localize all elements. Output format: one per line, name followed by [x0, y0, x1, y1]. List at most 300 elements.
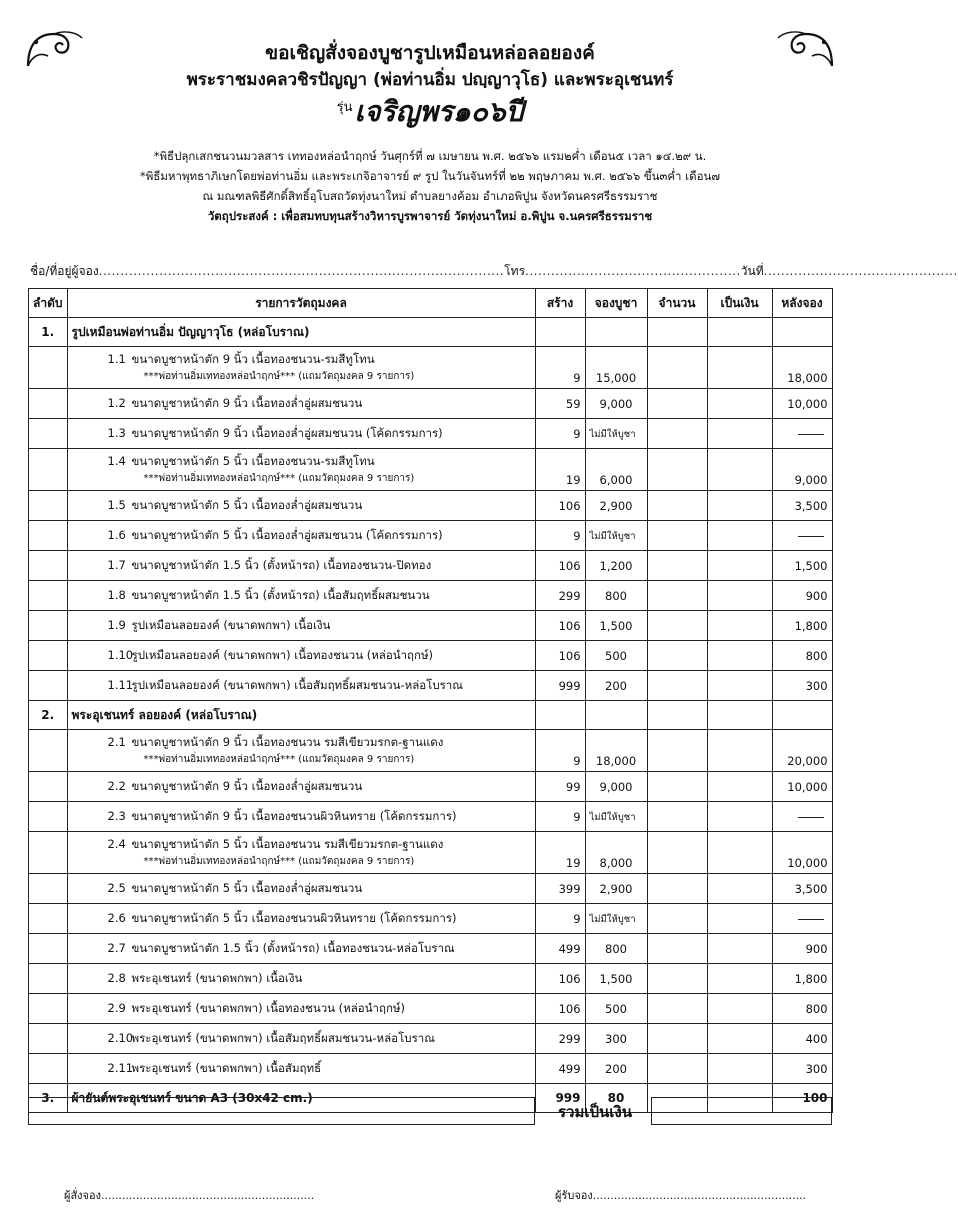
item-name: พระอุเชนทร์ (ขนาดพกพา) เนื้อสัมฤทธิ์: [131, 1060, 322, 1075]
after-price: 300: [772, 671, 832, 701]
made-count: 106: [535, 964, 585, 994]
quantity-cell[interactable]: [647, 802, 707, 832]
row-number-cell: [29, 521, 68, 551]
booking-price: 200: [585, 1054, 647, 1084]
dash-mark: [798, 817, 824, 818]
item-description: [67, 521, 535, 551]
after-price: 800: [772, 994, 832, 1024]
quantity-cell[interactable]: [647, 347, 707, 389]
item-description: [67, 832, 535, 874]
item-number: 1.3: [107, 425, 126, 440]
amount-cell[interactable]: [707, 318, 772, 347]
item-line-2: ***พ่อท่านอิ่มเททองหล่อนำฤกษ์*** (แถมวัตถุมงคล 9 รายการ): [143, 754, 415, 765]
item-description: [67, 671, 535, 701]
ceremony-info-2: *พิธีมหาพุทธาภิเษกโดยพ่อท่านอิ่ม และพระเกจิอาจารย์ ๙ รูป ในวันจันทร์ที่ ๒๒ พฤษภาคม พ.ศ. ๒๕๖๖ ขึ้น๓ค่ำ เดือน๗: [139, 169, 720, 183]
item-number: 1.2: [107, 395, 126, 410]
item-name: ขนาดบูชาหน้าตัก 5 นิ้ว เนื้อทองล่ำอู่ผสมชนวน (โค้ดกรรมการ): [131, 527, 443, 542]
item-number: 2.10: [107, 1030, 134, 1045]
orderer-label: ผู้สั่งจอง: [64, 1189, 101, 1202]
after-price: 1,800: [772, 964, 832, 994]
table-row: [29, 964, 833, 994]
row-number-cell: [29, 904, 68, 934]
item-name: ขนาดบูชาหน้าตัก 5 นิ้ว เนื้อทองล่ำอู่ผสมชนวน: [131, 880, 363, 895]
quantity-cell[interactable]: [647, 581, 707, 611]
item-name: ขนาดบูชาหน้าตัก 5 นิ้ว เนื้อทองชนวน-รมสีทูโทน: [131, 454, 375, 468]
table-body: [29, 318, 833, 1113]
row-number-cell: [29, 419, 68, 449]
purpose: วัตถุประสงค์ : เพื่อสมทบทุนสร้างวิหารบูรพาจารย์ วัดทุ่งนาใหม่ อ.พิปูน จ.นครศรีธรรมราช: [207, 209, 653, 223]
item-name: ขนาดบูชาหน้าตัก 9 นิ้ว เนื้อทองล่ำอู่ผสมชนวน (โค้ดกรรมการ): [131, 425, 443, 440]
col-header-price: จองบูชา: [585, 289, 647, 318]
item-description: [67, 904, 535, 934]
made-count: 9: [535, 802, 585, 832]
item-number: 1.1: [107, 352, 126, 366]
table-row: [29, 449, 833, 491]
item-description: [67, 874, 535, 904]
amount-cell[interactable]: [707, 551, 772, 581]
item-line-1: [72, 527, 531, 545]
quantity-cell[interactable]: [647, 874, 707, 904]
made-count: 299: [535, 1024, 585, 1054]
col-header-item: รายการวัตถุมงคล: [67, 289, 535, 318]
not-available-label: ไม่มีให้บูชา: [589, 913, 636, 925]
quantity-cell[interactable]: [647, 449, 707, 491]
amount-cell[interactable]: [707, 449, 772, 491]
row-number-cell: [29, 347, 68, 389]
item-name: ขนาดบูชาหน้าตัก 5 นิ้ว เนื้อทองชนวน รมสีเขียวมรกต-ฐานแดง: [131, 837, 444, 851]
amount-cell[interactable]: [707, 772, 772, 802]
col-header-after: หลังจอง: [772, 289, 832, 318]
amount-cell[interactable]: [707, 701, 772, 730]
table-row: [29, 832, 833, 874]
booking-price: 2,900: [585, 491, 647, 521]
item-name: พระอุเชนทร์ (ขนาดพกพา) เนื้อสัมฤทธิ์ผสมชนวน-หล่อโบราณ: [131, 1030, 435, 1045]
item-number: 1.9: [107, 617, 126, 632]
item-number: 2.7: [107, 940, 126, 955]
col-header-quantity: จำนวน: [647, 289, 707, 318]
item-line-1: [72, 647, 531, 665]
amount-cell[interactable]: [707, 904, 772, 934]
item-line-1: [72, 1000, 531, 1018]
section-title: รูปเหมือนพ่อท่านอิ่ม ปัญญาวุโธ (หล่อโบราณ): [67, 318, 535, 347]
item-number: 1.8: [107, 587, 126, 602]
booking-price: 8,000: [585, 832, 647, 874]
date-field[interactable]: .............................................: [763, 264, 958, 278]
item-number: 2.8: [107, 970, 126, 985]
item-description: [67, 934, 535, 964]
item-name: รูปเหมือนลอยองค์ (ขนาดพกพา) เนื้อทองชนวน (หล่อนำฤกษ์): [131, 647, 434, 662]
item-line-1: [72, 497, 531, 515]
receiver-field[interactable]: .............................................................: [592, 1189, 807, 1202]
booking-price: 500: [585, 994, 647, 1024]
section-after: [772, 701, 832, 730]
after-price: 1,500: [772, 551, 832, 581]
item-number: 2.1: [107, 735, 126, 749]
quantity-cell[interactable]: [647, 611, 707, 641]
item-name: ขนาดบูชาหน้าตัก 9 นิ้ว เนื้อทองชนวนผิวหินทราย (โค้ดกรรมการ): [131, 808, 457, 823]
item-name: ขนาดบูชาหน้าตัก 5 นิ้ว เนื้อทองล่ำอู่ผสมชนวน: [131, 497, 363, 512]
item-description: [67, 551, 535, 581]
quantity-cell[interactable]: [647, 551, 707, 581]
after-price: 400: [772, 1024, 832, 1054]
section-title: พระอุเชนทร์ ลอยองค์ (หล่อโบราณ): [67, 701, 535, 730]
item-line-1: [72, 557, 531, 575]
quantity-cell[interactable]: [647, 491, 707, 521]
item-name: ขนาดบูชาหน้าตัก 9 นิ้ว เนื้อทองชนวน รมสีเขียวมรกต-ฐานแดง: [131, 735, 444, 749]
item-description: [67, 389, 535, 419]
item-description: [67, 964, 535, 994]
amount-cell[interactable]: [707, 491, 772, 521]
after-price: 10,000: [772, 772, 832, 802]
quantity-cell[interactable]: [647, 1024, 707, 1054]
after-price: [772, 904, 832, 934]
row-number-cell: [29, 934, 68, 964]
order-info-line: [30, 262, 958, 281]
table-row: [29, 581, 833, 611]
not-available-label: ไม่มีให้บูชา: [589, 530, 636, 542]
made-count: 106: [535, 551, 585, 581]
quantity-cell[interactable]: [647, 671, 707, 701]
after-price: 300: [772, 1054, 832, 1084]
header-subtitle: พระราชมงคลวชิรปัญญา (พ่อท่านอิ่ม ปญฺญาวุโธ) และพระอุเชนทร์: [186, 70, 674, 90]
name-field[interactable]: ..............................................................................................: [98, 264, 505, 278]
amount-cell[interactable]: [707, 994, 772, 1024]
amount-cell[interactable]: [707, 521, 772, 551]
quantity-cell[interactable]: [647, 419, 707, 449]
row-number-cell: [29, 730, 68, 772]
row-number-cell: [29, 551, 68, 581]
total-label: รวมเป็นเงิน: [558, 1103, 632, 1121]
table-header-row: [29, 289, 833, 318]
row-number-cell: [29, 581, 68, 611]
booking-price: 300: [585, 1024, 647, 1054]
amount-cell[interactable]: [707, 832, 772, 874]
item-description: [67, 419, 535, 449]
item-number: 2.11: [107, 1060, 134, 1075]
table-row: [29, 419, 833, 449]
amount-cell[interactable]: [707, 671, 772, 701]
booking-price: 500: [585, 641, 647, 671]
quantity-cell[interactable]: [647, 318, 707, 347]
item-number: 2.5: [107, 880, 126, 895]
item-line-1: [72, 617, 531, 635]
after-price: 9,000: [772, 449, 832, 491]
section-made: 999: [535, 1084, 585, 1113]
table-row: [29, 994, 833, 1024]
row-number-cell: [29, 832, 68, 874]
amount-cell[interactable]: [707, 802, 772, 832]
item-number: 2.9: [107, 1000, 126, 1015]
item-description: [67, 581, 535, 611]
booking-price: 18,000: [585, 730, 647, 772]
section-made: [535, 318, 585, 347]
dash-mark: [798, 919, 824, 920]
booking-price: 1,500: [585, 611, 647, 641]
items-table: [28, 288, 833, 1113]
item-description: [67, 802, 535, 832]
table-row: [29, 611, 833, 641]
orderer-field[interactable]: .............................................................: [100, 1189, 315, 1202]
amount-cell[interactable]: [707, 347, 772, 389]
item-description: [67, 772, 535, 802]
quantity-cell[interactable]: [647, 772, 707, 802]
table-row: [29, 491, 833, 521]
amount-cell[interactable]: [707, 611, 772, 641]
item-name: พระอุเชนทร์ (ขนาดพกพา) เนื้อเงิน: [131, 970, 303, 985]
amount-cell[interactable]: [707, 934, 772, 964]
row-number-cell: [29, 994, 68, 1024]
amount-cell[interactable]: [707, 1024, 772, 1054]
row-number-cell: [29, 641, 68, 671]
quantity-cell[interactable]: [647, 389, 707, 419]
section-number: 3.: [29, 1084, 68, 1113]
item-number: 2.4: [107, 837, 126, 851]
dash-mark: [798, 434, 824, 435]
item-line-2: ***พ่อท่านอิ่มเททองหล่อนำฤกษ์*** (แถมวัตถุมงคล 9 รายการ): [143, 856, 415, 867]
edition-prefix: รุ่น: [336, 100, 353, 115]
item-name: ขนาดบูชาหน้าตัก 1.5 นิ้ว (ตั้งหน้ารถ) เนื้อทองชนวน-ปิดทอง: [131, 557, 432, 572]
booking-price: 800: [585, 581, 647, 611]
row-number-cell: [29, 964, 68, 994]
made-count: 999: [535, 671, 585, 701]
item-number: 1.5: [107, 497, 126, 512]
booking-price: [585, 521, 647, 551]
booking-price: 15,000: [585, 347, 647, 389]
ceremony-location: ณ มณฑลพิธีศักดิ์สิทธิ์อุโบสถวัดทุ่งนาใหม่ ตำบลยางค้อม อำเภอพิปูน จังหวัดนครศรีธรรมราช: [202, 189, 658, 203]
amount-cell[interactable]: [707, 419, 772, 449]
booking-price: 200: [585, 671, 647, 701]
item-line-1: [72, 351, 531, 369]
made-count: 19: [535, 449, 585, 491]
row-number-cell: [29, 1054, 68, 1084]
after-price: [772, 521, 832, 551]
receiver-label: ผู้รับจอง: [555, 1189, 593, 1202]
amount-cell[interactable]: [707, 1054, 772, 1084]
row-number-cell: [29, 611, 68, 641]
item-name: ขนาดบูชาหน้าตัก 1.5 นิ้ว (ตั้งหน้ารถ) เนื้อทองชนวน-หล่อโบราณ: [131, 940, 455, 955]
section-row: [29, 318, 833, 347]
section-price: [585, 318, 647, 347]
item-line-2: ***พ่อท่านอิ่มเททองหล่อนำฤกษ์*** (แถมวัตถุมงคล 9 รายการ): [143, 371, 415, 382]
made-count: 499: [535, 934, 585, 964]
item-line-1: [72, 395, 531, 413]
item-number: 1.11: [107, 677, 134, 692]
section-price: [585, 701, 647, 730]
dash-mark: [798, 536, 824, 537]
made-count: 399: [535, 874, 585, 904]
table-row: [29, 874, 833, 904]
quantity-cell[interactable]: [647, 934, 707, 964]
row-number-cell: [29, 491, 68, 521]
made-count: 106: [535, 611, 585, 641]
item-line-1: [72, 587, 531, 605]
item-number: 1.10: [107, 647, 134, 662]
made-count: 9: [535, 347, 585, 389]
item-line-1: [72, 778, 531, 796]
after-price: 20,000: [772, 730, 832, 772]
item-line-1: [72, 677, 531, 695]
item-description: [67, 994, 535, 1024]
item-description: [67, 611, 535, 641]
made-count: 106: [535, 491, 585, 521]
row-number-cell: [29, 1024, 68, 1054]
table-row: [29, 772, 833, 802]
table-row: [29, 521, 833, 551]
quantity-cell[interactable]: [647, 701, 707, 730]
section-number: 1.: [29, 318, 68, 347]
orderer-signature: [64, 1186, 314, 1204]
amount-cell[interactable]: [707, 874, 772, 904]
table-row: [29, 671, 833, 701]
table-row: [29, 730, 833, 772]
item-description: [67, 641, 535, 671]
table-row: [29, 389, 833, 419]
booking-price: [585, 904, 647, 934]
amount-cell[interactable]: [707, 389, 772, 419]
col-header-made: สร้าง: [535, 289, 585, 318]
table-row: [29, 347, 833, 389]
section-row: [29, 701, 833, 730]
table-row: [29, 641, 833, 671]
col-header-no: ลำดับ: [29, 289, 68, 318]
item-description: [67, 1024, 535, 1054]
table-row: [29, 1024, 833, 1054]
table-row: [29, 802, 833, 832]
item-name: ขนาดบูชาหน้าตัก 5 นิ้ว เนื้อทองชนวนผิวหินทราย (โค้ดกรรมการ): [131, 910, 457, 925]
row-number-cell: [29, 671, 68, 701]
item-number: 1.4: [107, 454, 126, 468]
after-price: 900: [772, 934, 832, 964]
made-count: 299: [535, 581, 585, 611]
section-after: 100: [772, 1084, 832, 1113]
item-line-1: [72, 970, 531, 988]
quantity-cell[interactable]: [647, 994, 707, 1024]
made-count: 59: [535, 389, 585, 419]
name-label: ชื่อ/ที่อยู่ผู้จอง: [30, 264, 99, 278]
item-number: 2.6: [107, 910, 126, 925]
booking-price: 9,000: [585, 772, 647, 802]
item-name: พระอุเชนทร์ (ขนาดพกพา) เนื้อทองชนวน (หล่อนำฤกษ์): [131, 1000, 405, 1015]
item-name: ขนาดบูชาหน้าตัก 9 นิ้ว เนื้อทองชนวน-รมสีทูโทน: [131, 352, 375, 366]
not-available-label: ไม่มีให้บูชา: [589, 811, 636, 823]
section-after: [772, 318, 832, 347]
not-available-label: ไม่มีให้บูชา: [589, 428, 636, 440]
amount-cell[interactable]: [707, 730, 772, 772]
made-count: 106: [535, 641, 585, 671]
after-price: 10,000: [772, 389, 832, 419]
item-line-1: [72, 836, 531, 854]
item-description: [67, 730, 535, 772]
quantity-cell[interactable]: [647, 964, 707, 994]
item-name: ขนาดบูชาหน้าตัก 9 นิ้ว เนื้อทองล่ำอู่ผสมชนวน: [131, 778, 363, 793]
phone-field[interactable]: ..................................................: [525, 264, 741, 278]
table-row: [29, 551, 833, 581]
quantity-cell[interactable]: [647, 904, 707, 934]
booking-price: 1,200: [585, 551, 647, 581]
item-line-1: [72, 940, 531, 958]
after-price: [772, 802, 832, 832]
table-row: [29, 934, 833, 964]
section-made: [535, 701, 585, 730]
made-count: 19: [535, 832, 585, 874]
row-number-cell: [29, 874, 68, 904]
after-price: 1,800: [772, 611, 832, 641]
quantity-cell[interactable]: [647, 521, 707, 551]
quantity-cell[interactable]: [647, 1054, 707, 1084]
made-count: 499: [535, 1054, 585, 1084]
receiver-signature: [555, 1186, 806, 1204]
after-price: 3,500: [772, 491, 832, 521]
booking-price: 2,900: [585, 874, 647, 904]
amount-cell[interactable]: [707, 964, 772, 994]
amount-cell[interactable]: [707, 641, 772, 671]
item-description: [67, 491, 535, 521]
booking-price: 9,000: [585, 389, 647, 419]
made-count: 99: [535, 772, 585, 802]
table-row: [29, 904, 833, 934]
total-blank-box: [28, 1097, 535, 1125]
item-name: รูปเหมือนลอยองค์ (ขนาดพกพา) เนื้อสัมฤทธิ์ผสมชนวน-หล่อโบราณ: [131, 677, 463, 692]
item-line-1: [72, 1060, 531, 1078]
item-line-1: [72, 910, 531, 928]
made-count: 9: [535, 521, 585, 551]
made-count: 106: [535, 994, 585, 1024]
item-number: 1.7: [107, 557, 126, 572]
header-title: ขอเชิญสั่งจองบูชารูปเหมือนหล่อลอยองค์: [265, 42, 595, 64]
item-number: 1.6: [107, 527, 126, 542]
item-name: ขนาดบูชาหน้าตัก 1.5 นิ้ว (ตั้งหน้ารถ) เนื้อสัมฤทธิ์ผสมชนวน: [131, 587, 430, 602]
row-number-cell: [29, 802, 68, 832]
total-amount-field[interactable]: [651, 1097, 832, 1125]
date-label: วันที่: [740, 264, 764, 278]
item-line-1: [72, 425, 531, 443]
table-row: [29, 1054, 833, 1084]
item-description: [67, 449, 535, 491]
made-count: 9: [535, 419, 585, 449]
row-number-cell: [29, 772, 68, 802]
ceremony-info-1: *พิธีปลุกเสกชนวนมวลสาร เททองหล่อนำฤกษ์ วันศุกร์ที่ ๗ เมษายน พ.ศ. ๒๕๖๖ แรม๒ค่ำ เดือน๕ เวลา ๑๔.๒๙ น.: [153, 149, 707, 163]
after-price: [772, 419, 832, 449]
quantity-cell[interactable]: [647, 730, 707, 772]
item-line-1: [72, 880, 531, 898]
booking-price: [585, 419, 647, 449]
after-price: 18,000: [772, 347, 832, 389]
section-price: 80: [585, 1084, 647, 1113]
item-line-1: [72, 1030, 531, 1048]
item-number: 2.3: [107, 808, 126, 823]
edition-title: [0, 90, 860, 134]
item-line-1: [72, 734, 531, 752]
amount-cell[interactable]: [707, 581, 772, 611]
made-count: 9: [535, 730, 585, 772]
item-name: รูปเหมือนลอยองค์ (ขนาดพกพา) เนื้อเงิน: [131, 617, 331, 632]
booking-price: 800: [585, 934, 647, 964]
col-header-amount: เป็นเงิน: [707, 289, 772, 318]
item-description: [67, 1054, 535, 1084]
after-price: 900: [772, 581, 832, 611]
quantity-cell[interactable]: [647, 832, 707, 874]
item-number: 2.2: [107, 778, 126, 793]
item-line-2: ***พ่อท่านอิ่มเททองหล่อนำฤกษ์*** (แถมวัตถุมงคล 9 รายการ): [143, 473, 415, 484]
after-price: 10,000: [772, 832, 832, 874]
quantity-cell[interactable]: [647, 641, 707, 671]
booking-price: 1,500: [585, 964, 647, 994]
after-price: 3,500: [772, 874, 832, 904]
item-description: [67, 347, 535, 389]
item-line-1: [72, 808, 531, 826]
phone-label: โทร: [504, 264, 526, 278]
edition-name: เจริญพร๑๐๖ปี: [354, 95, 524, 128]
